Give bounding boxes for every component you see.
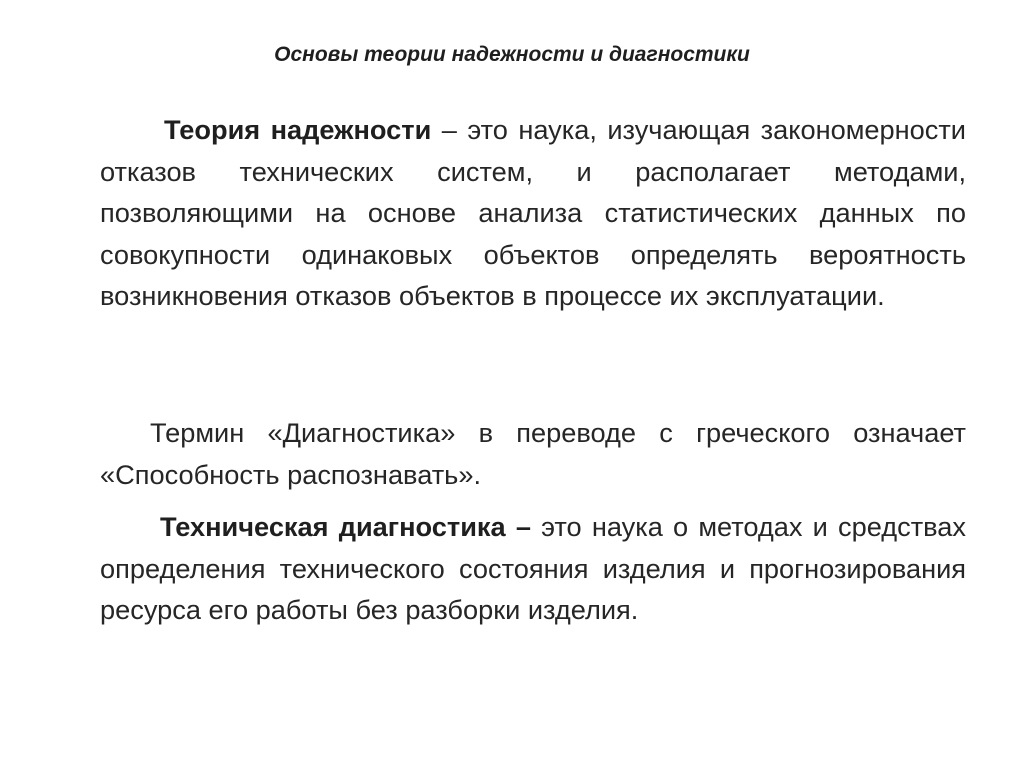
- diagnostics-term-text: Термин «Диагностика» в переводе с греческого означает «Способность распознавать».: [100, 417, 966, 490]
- definition-technical-diagnostics: это наука о методах и средствах определения технического состояния изделия и прогнозирования ресурса его работы без разборки изделия.: [100, 511, 966, 625]
- term-reliability-theory: Теория надежности: [164, 114, 432, 145]
- slide-title: Основы теории надежности и диагностики: [274, 43, 750, 66]
- definition-reliability-theory: – это наука, изучающая закономерности отказов технических систем, и располагает методами, позволяющими на основе анализа статистических данных по совокупности одинаковых объектов определять вероятность возникновения отказов объектов в процессе их эксплуатации.: [100, 114, 966, 311]
- paragraph-technical-diagnostics: [100, 506, 966, 631]
- term-technical-diagnostics: Техническая диагностика –: [160, 511, 531, 542]
- paragraph-diagnostics-term: [100, 412, 966, 495]
- paragraph-reliability-theory: [100, 109, 966, 317]
